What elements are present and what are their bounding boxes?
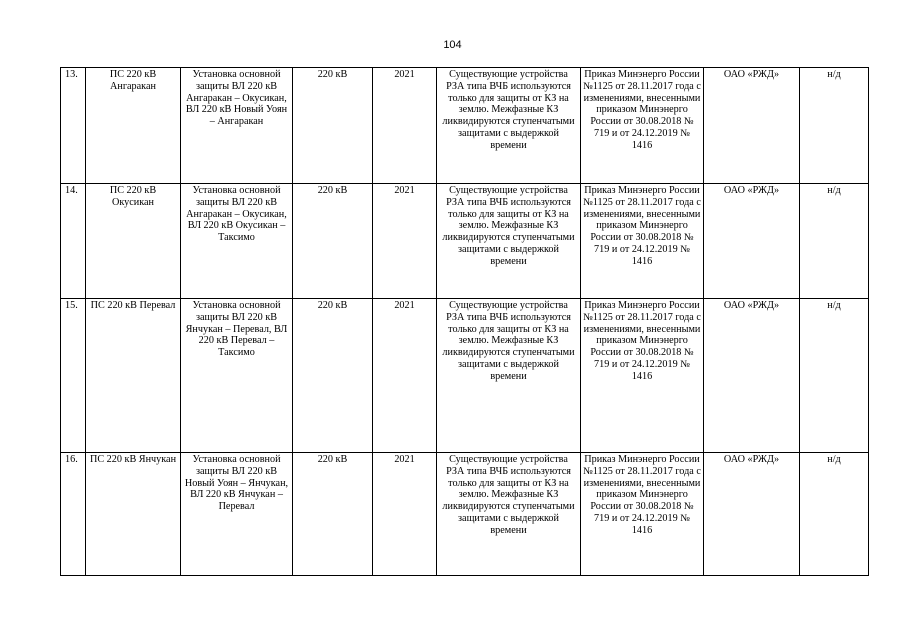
page-number: 104 (443, 39, 462, 51)
work-cell: Установка основной защиты ВЛ 220 кВ Новый Уоян – Янчукан, ВЛ 220 кВ Янчукан – Перевал (181, 453, 293, 576)
basis-cell: Приказ Минэнерго России №1125 от 28.11.2017 года с изменениями, внесенными приказом Минэнерго России от 30.08.2018 № 719 и от 24.12.2019 № 1416 (581, 453, 704, 576)
voltage-cell: 220 кВ (293, 68, 373, 184)
row-number: 16. (61, 453, 86, 576)
year-cell: 2021 (373, 453, 437, 576)
work-cell: Установка основной защиты ВЛ 220 кВ Ангаракан – Окусикан, ВЛ 220 кВ Окусикан – Таксимо (181, 184, 293, 299)
basis-cell: Приказ Минэнерго России №1125 от 28.11.2017 года с изменениями, внесенными приказом Минэнерго России от 30.08.2018 № 719 и от 24.12.2019 № 1416 (581, 68, 704, 184)
year-cell: 2021 (373, 299, 437, 453)
reason-cell: Существующие устройства РЗА типа ВЧБ используются только для защиты от КЗ на землю. Межфазные КЗ ликвидируются ступенчатыми защитами с выдержкой времени (437, 453, 581, 576)
owner-cell: ОАО «РЖД» (704, 184, 800, 299)
table-row (61, 68, 869, 184)
basis-cell: Приказ Минэнерго России №1125 от 28.11.2017 года с изменениями, внесенными приказом Минэнерго России от 30.08.2018 № 719 и от 24.12.2019 № 1416 (581, 299, 704, 453)
note-cell: н/д (800, 68, 869, 184)
row-number: 13. (61, 68, 86, 184)
row-number: 15. (61, 299, 86, 453)
basis-cell: Приказ Минэнерго России №1125 от 28.11.2017 года с изменениями, внесенными приказом Минэнерго России от 30.08.2018 № 719 и от 24.12.2019 № 1416 (581, 184, 704, 299)
reason-cell: Существующие устройства РЗА типа ВЧБ используются только для защиты от КЗ на землю. Межфазные КЗ ликвидируются ступенчатыми защитами с выдержкой времени (437, 184, 581, 299)
owner-cell: ОАО «РЖД» (704, 453, 800, 576)
work-cell: Установка основной защиты ВЛ 220 кВ Янчукан – Перевал, ВЛ 220 кВ Перевал – Таксимо (181, 299, 293, 453)
year-cell: 2021 (373, 184, 437, 299)
note-cell: н/д (800, 184, 869, 299)
table-row (61, 299, 869, 453)
owner-cell: ОАО «РЖД» (704, 68, 800, 184)
voltage-cell: 220 кВ (293, 299, 373, 453)
substation-cell: ПС 220 кВ Окусикан (86, 184, 181, 299)
reason-cell: Существующие устройства РЗА типа ВЧБ используются только для защиты от КЗ на землю. Межфазные КЗ ликвидируются ступенчатыми защитами с выдержкой времени (437, 299, 581, 453)
owner-cell: ОАО «РЖД» (704, 299, 800, 453)
table-row (61, 184, 869, 299)
reason-cell: Существующие устройства РЗА типа ВЧБ используются только для защиты от КЗ на землю. Межфазные КЗ ликвидируются ступенчатыми защитами с выдержкой времени (437, 68, 581, 184)
year-cell: 2021 (373, 68, 437, 184)
measures-table (60, 67, 869, 576)
note-cell: н/д (800, 299, 869, 453)
row-number: 14. (61, 184, 86, 299)
note-cell: н/д (800, 453, 869, 576)
substation-cell: ПС 220 кВ Янчукан (86, 453, 181, 576)
work-cell: Установка основной защиты ВЛ 220 кВ Ангаракан – Окусикан, ВЛ 220 кВ Новый Уоян – Ангаракан (181, 68, 293, 184)
table-row (61, 453, 869, 576)
voltage-cell: 220 кВ (293, 453, 373, 576)
substation-cell: ПС 220 кВ Ангаракан (86, 68, 181, 184)
voltage-cell: 220 кВ (293, 184, 373, 299)
substation-cell: ПС 220 кВ Перевал (86, 299, 181, 453)
